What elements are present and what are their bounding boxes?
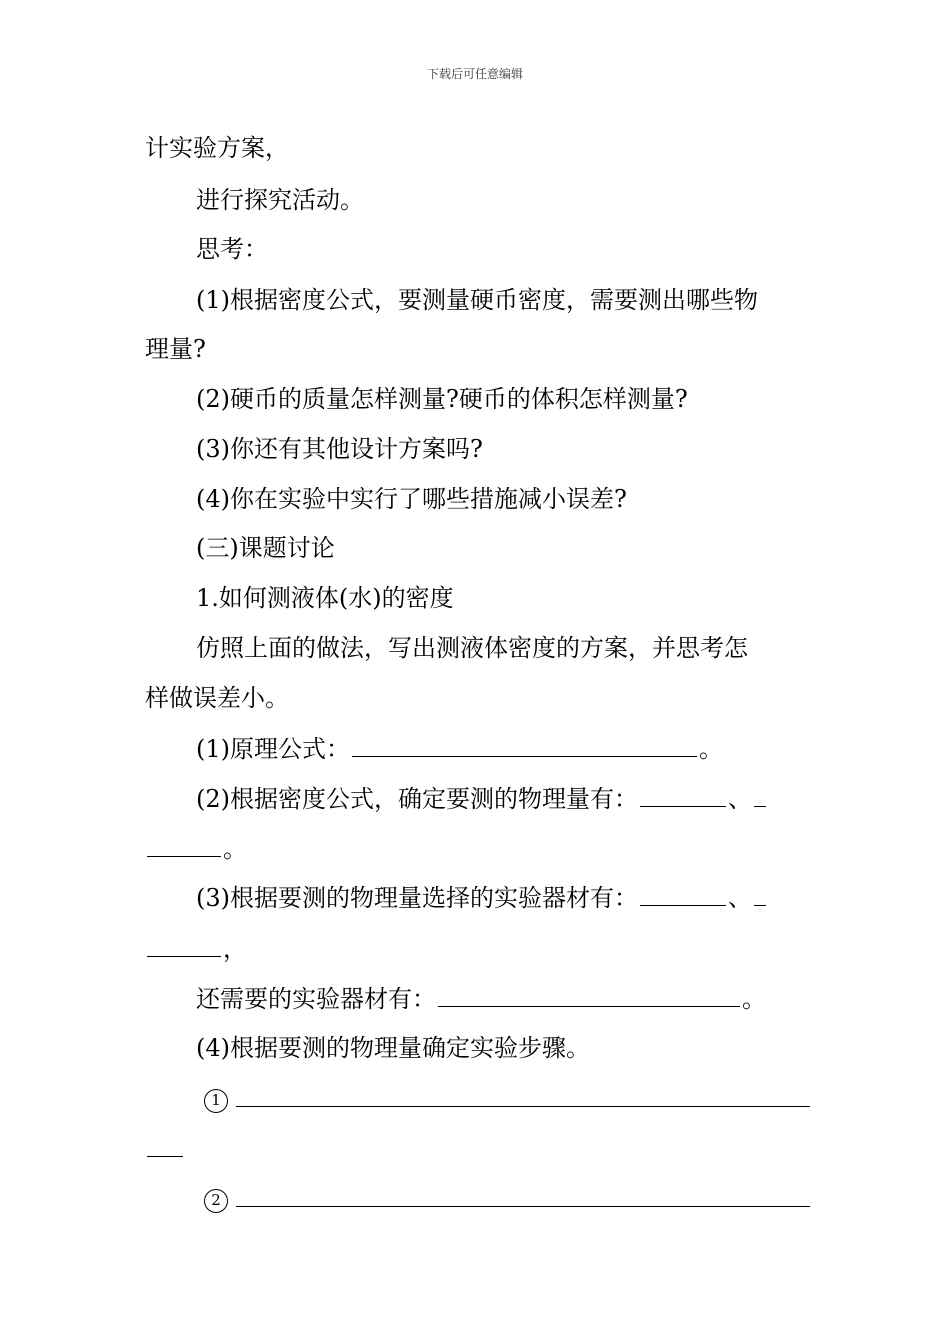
question-1-cont: 理量?	[145, 335, 206, 363]
equipment-blank-2[interactable]	[754, 877, 766, 906]
text-line: 思考：	[196, 235, 268, 263]
step-1-blank-cont[interactable]	[147, 1128, 183, 1157]
section-heading: (三)课题讨论	[196, 534, 335, 562]
quantities-label: (2)根据密度公式，确定要测的物理量有：	[196, 785, 638, 813]
period: 。	[699, 735, 723, 763]
equipment-label: (3)根据要测的物理量选择的实验器材有：	[196, 884, 638, 912]
quantity-blank-2-cont[interactable]	[147, 828, 221, 857]
principle-label: (1)原理公式：	[196, 735, 350, 763]
step-1-line	[0, 1078, 950, 1118]
question-2: (2)硬币的质量怎样测量?硬币的体积怎样测量?	[196, 385, 688, 413]
page-header: 下载后可任意编辑	[426, 67, 523, 81]
period: 。	[742, 985, 766, 1013]
quantities-line-cont	[0, 828, 950, 868]
equipment-blank-2-cont[interactable]	[147, 928, 221, 957]
step-2-marker: 2	[204, 1189, 228, 1213]
quantity-blank-1[interactable]	[640, 778, 726, 807]
extra-equipment-label: 还需要的实验器材有：	[196, 985, 436, 1013]
quantities-line	[0, 778, 950, 818]
question-1: (1)根据密度公式，要测量硬币密度，需要测出哪些物	[196, 286, 758, 314]
text-line: 样做误差小。	[145, 684, 289, 712]
step-2-blank[interactable]	[236, 1178, 810, 1207]
extra-equipment-line	[0, 978, 950, 1018]
principle-formula-line	[0, 728, 950, 768]
equipment-blank-1[interactable]	[640, 877, 726, 906]
comma: ，	[223, 935, 247, 963]
steps-heading: (4)根据要测的物理量确定实验步骤。	[196, 1034, 590, 1062]
step-1-line-cont	[0, 1128, 950, 1168]
formula-blank[interactable]	[352, 728, 697, 757]
quantity-blank-2[interactable]	[754, 778, 766, 807]
step-1-blank[interactable]	[236, 1078, 810, 1107]
equipment-line	[0, 877, 950, 917]
equipment-line-cont	[0, 928, 950, 968]
step-2-line	[0, 1178, 950, 1218]
separator: 、	[728, 884, 752, 912]
question-3: (3)你还有其他设计方案吗?	[196, 435, 483, 463]
topic-heading: 1.如何测液体(水)的密度	[196, 584, 454, 612]
text-line: 计实验方案，	[145, 134, 289, 162]
step-1-marker: 1	[204, 1089, 228, 1113]
question-4: (4)你在实验中实行了哪些措施减小误差?	[196, 485, 627, 513]
text-line: 进行探究活动。	[196, 186, 364, 214]
text-line: 仿照上面的做法，写出测液体密度的方案，并思考怎	[196, 634, 748, 662]
period: 。	[223, 835, 247, 863]
extra-equipment-blank[interactable]	[438, 978, 740, 1007]
separator: 、	[728, 785, 752, 813]
